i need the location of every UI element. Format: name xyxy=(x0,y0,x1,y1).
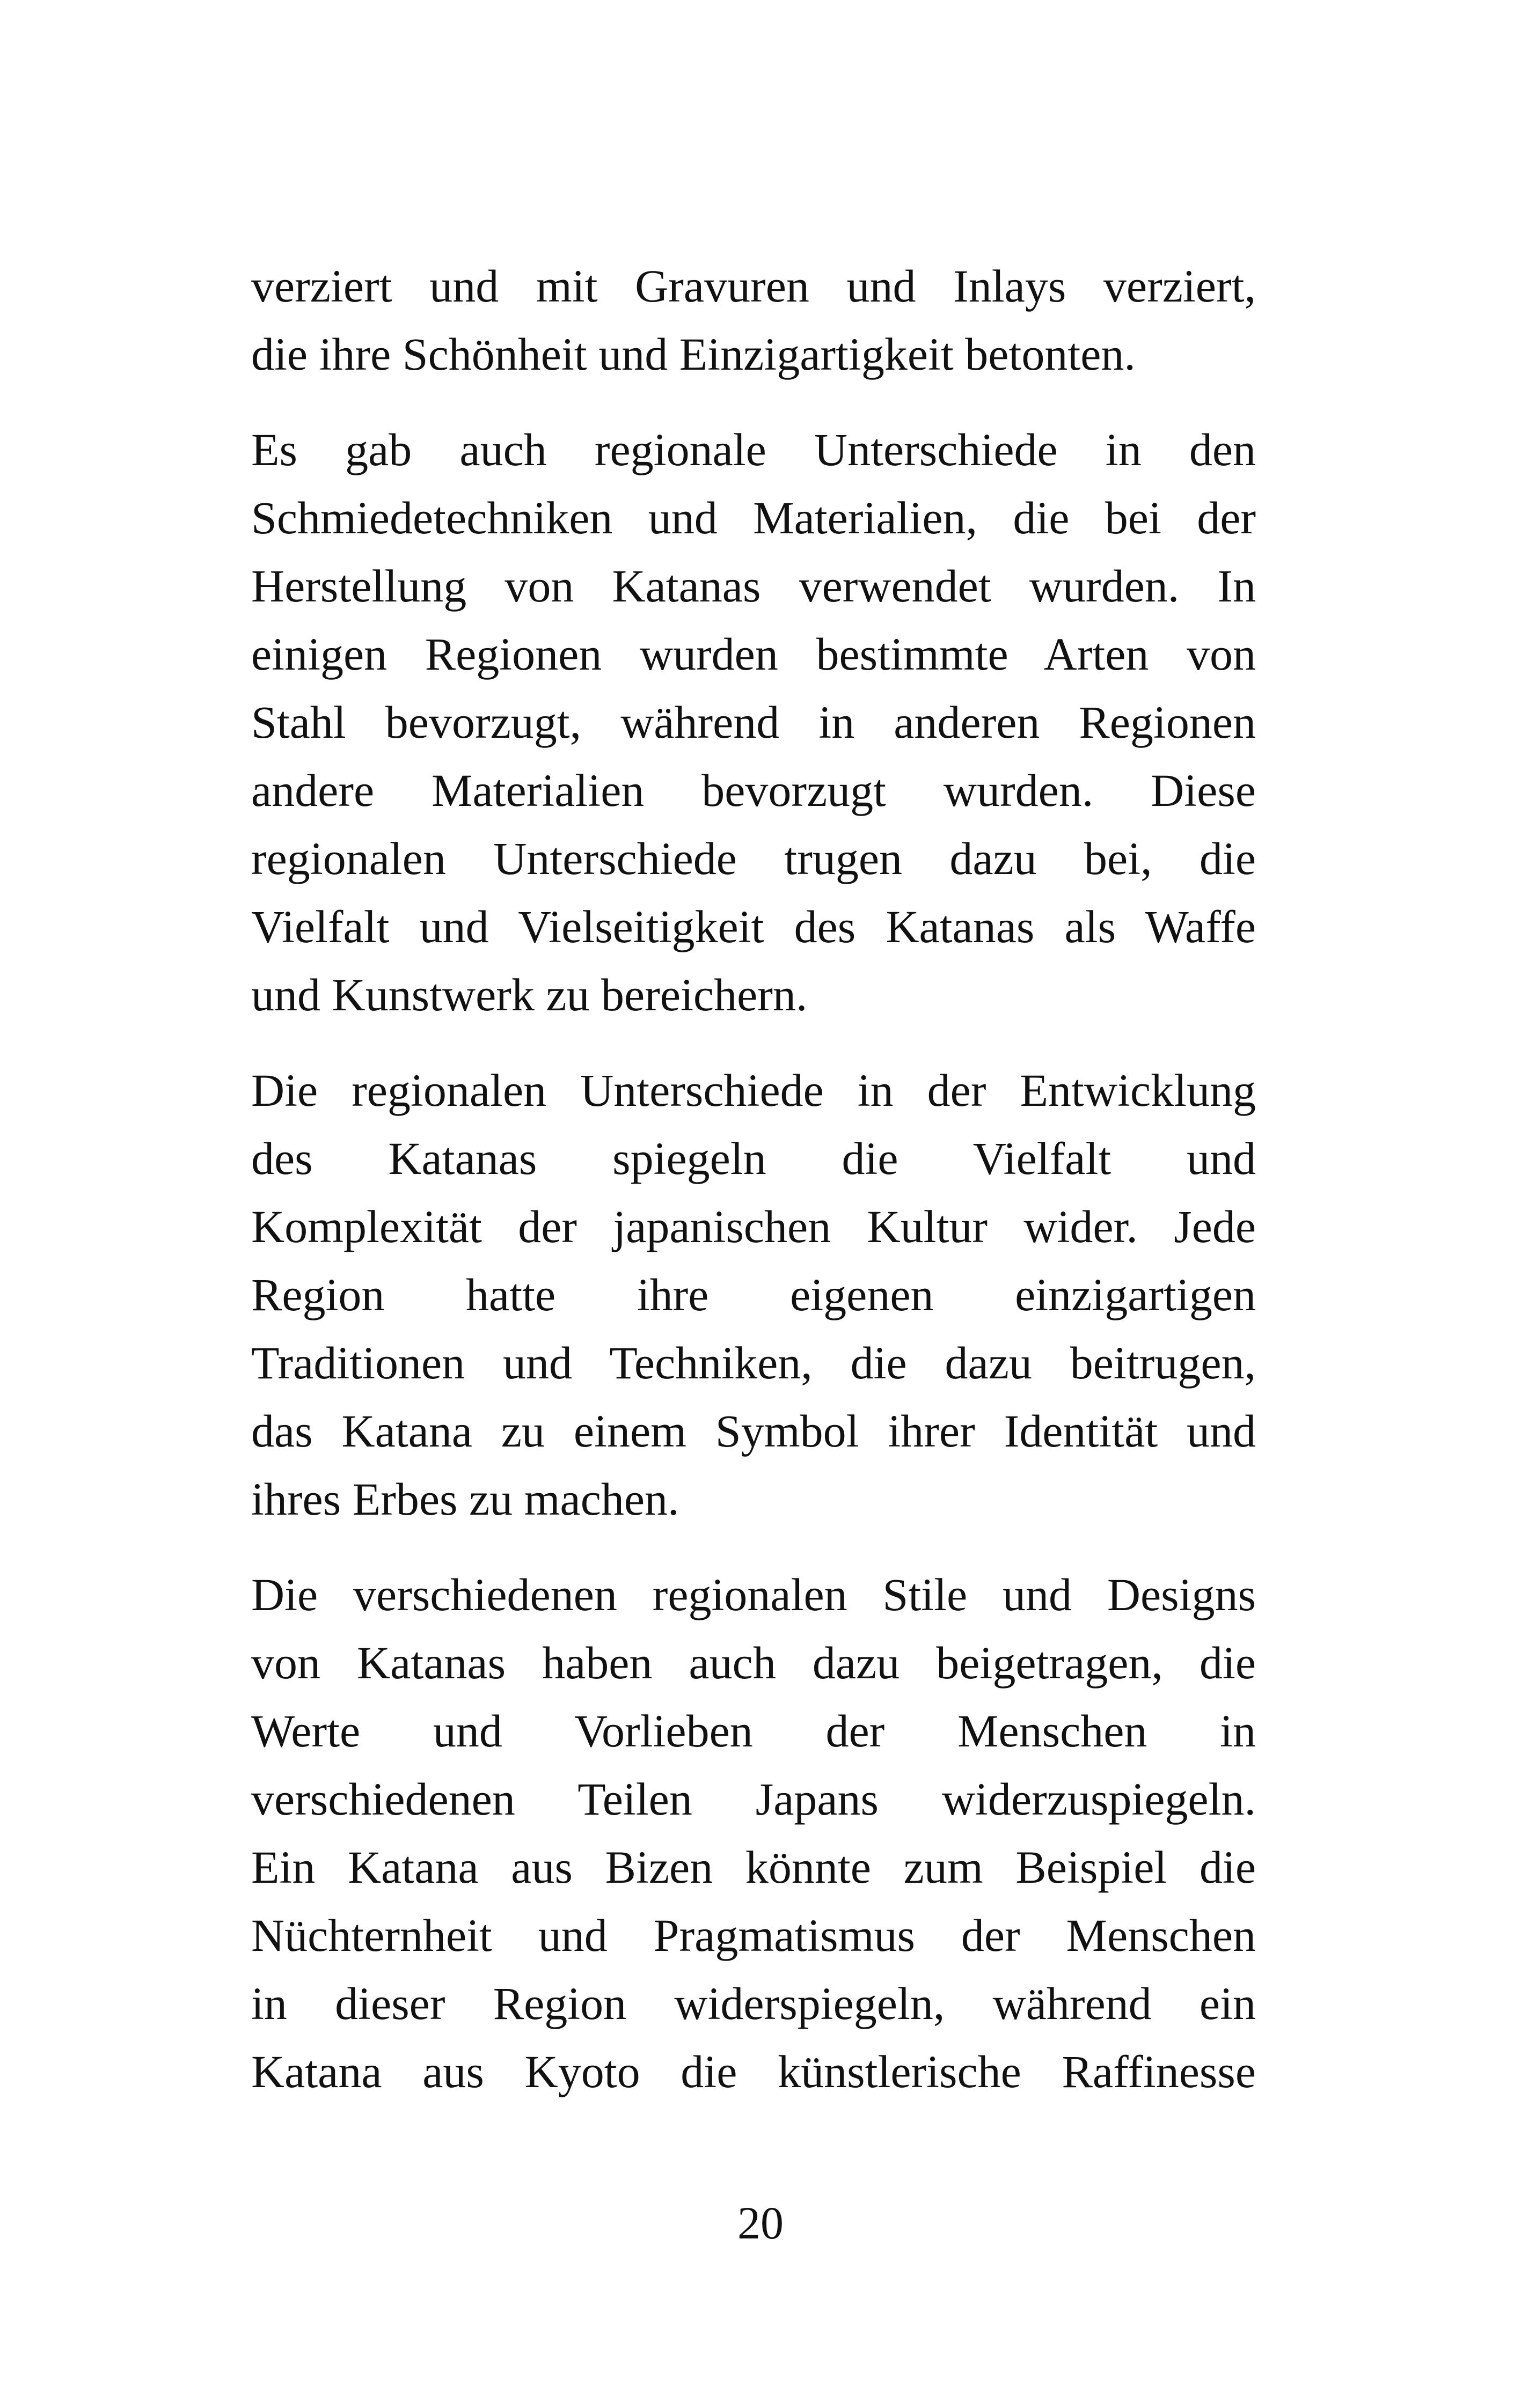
text-line: Schmiedetechniken und Materialien, die bei der xyxy=(251,492,1256,544)
text-line: Nüchternheit und Pragmatismus der Menschen xyxy=(251,1910,1256,1961)
paragraph-4 xyxy=(251,1561,1256,2106)
text-line: in dieser Region widerspiegeln, während ein xyxy=(251,1978,1256,2029)
paragraph-2 xyxy=(251,416,1256,1029)
text-line: von Katanas haben auch dazu beigetragen, die xyxy=(251,1637,1256,1688)
paragraph-3 xyxy=(251,1056,1256,1533)
text-line: Ein Katana aus Bizen könnte zum Beispiel die xyxy=(251,1841,1256,1893)
text-line: Komplexität der japanischen Kultur wider. Jede xyxy=(251,1201,1256,1252)
text-line: Es gab auch regionale Unterschiede in den xyxy=(251,424,1256,475)
text-line: und Kunstwerk zu bereichern. xyxy=(251,969,808,1021)
text-line: Werte und Vorlieben der Menschen in xyxy=(251,1705,1256,1757)
text-line: regionalen Unterschiede trugen dazu bei, die xyxy=(251,833,1256,884)
text-line: verschiedenen Teilen Japans widerzuspiegeln. xyxy=(251,1773,1256,1825)
text-line: die ihre Schönheit und Einzigartigkeit betonten. xyxy=(251,328,1136,380)
body-text xyxy=(251,252,1256,2133)
text-line: des Katanas spiegeln die Vielfalt und xyxy=(251,1133,1256,1184)
text-line: Traditionen und Techniken, die dazu beitrugen, xyxy=(251,1337,1256,1389)
page-number: 20 xyxy=(737,2197,784,2249)
text-line: Herstellung von Katanas verwendet wurden. In xyxy=(251,560,1256,612)
text-line: Die regionalen Unterschiede in der Entwicklung xyxy=(251,1064,1256,1116)
text-line: Region hatte ihre eigenen einzigartigen xyxy=(251,1269,1256,1320)
text-line: verziert und mit Gravuren und Inlays verziert, xyxy=(251,260,1256,312)
text-line: einigen Regionen wurden bestimmte Arten von xyxy=(251,628,1256,680)
text-line: das Katana zu einem Symbol ihrer Identität und xyxy=(251,1405,1256,1457)
text-line: andere Materialien bevorzugt wurden. Diese xyxy=(251,765,1256,816)
text-line: ihres Erbes zu machen. xyxy=(251,1473,679,1525)
paragraph-1 xyxy=(251,252,1256,388)
text-line: Stahl bevorzugt, während in anderen Regionen xyxy=(251,696,1256,748)
text-line: Katana aus Kyoto die künstlerische Raffinesse xyxy=(251,2046,1256,2097)
text-line: Vielfalt und Vielseitigkeit des Katanas als Waffe xyxy=(251,901,1256,952)
text-line: Die verschiedenen regionalen Stile und Designs xyxy=(251,1569,1256,1620)
